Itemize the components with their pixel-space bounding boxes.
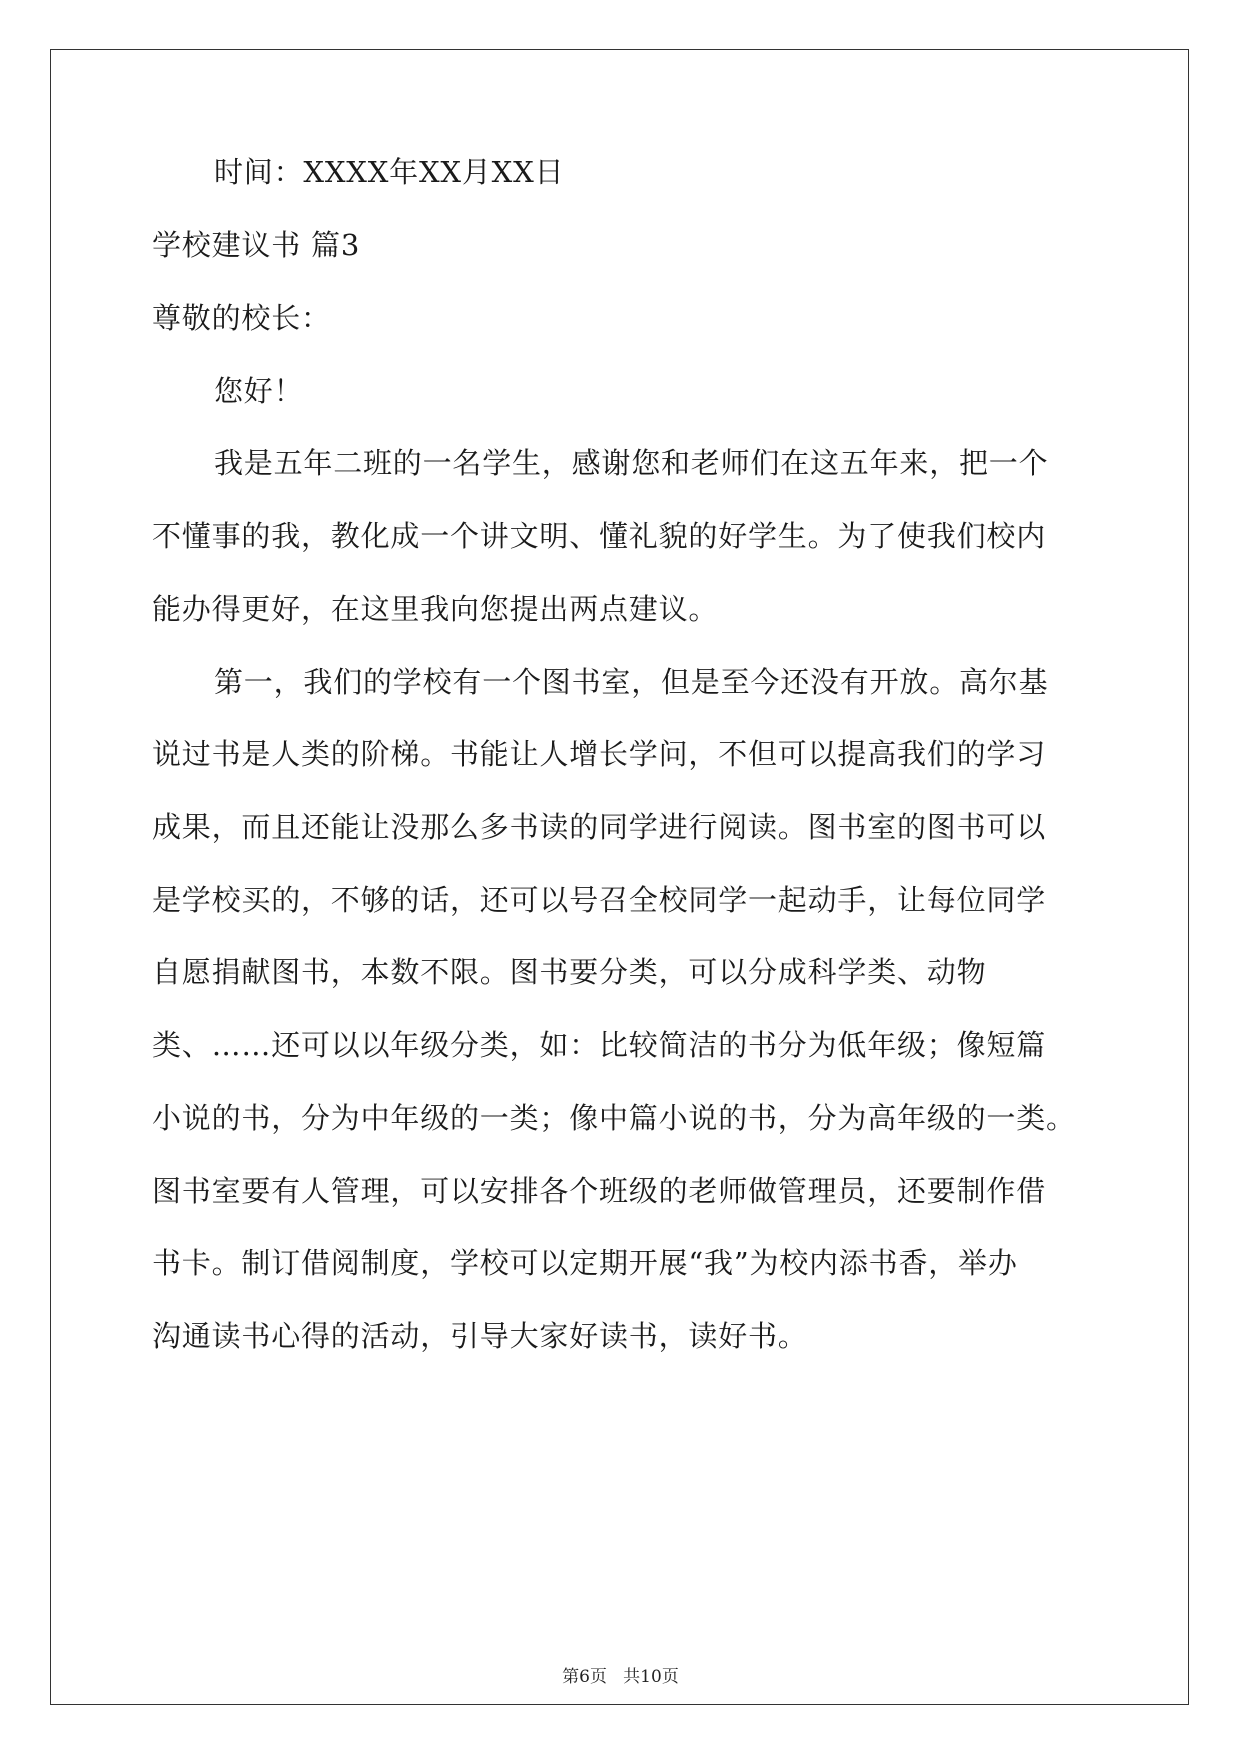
paragraph-1-line-1: 我是五年二班的一名学生，感谢您和老师们在这五年来，把一个 — [214, 446, 1049, 480]
paragraph-1-line-3: 能办得更好，在这里我向您提出两点建议。 — [152, 592, 719, 626]
salutation: 尊敬的校长： — [152, 301, 331, 335]
paragraph-2-line-1: 第一，我们的学校有一个图书室，但是至今还没有开放。高尔基 — [214, 665, 1049, 699]
paragraph-2-line-5: 自愿捐献图书，本数不限。图书要分类，可以分成科学类、动物 — [152, 955, 987, 989]
page-number-footer: 第6页 共10页 — [562, 1667, 679, 1687]
paragraph-2-line-4: 是学校买的，不够的话，还可以号召全校同学一起动手，让每位同学 — [152, 883, 1047, 917]
paragraph-1-line-2: 不懂事的我，教化成一个讲文明、懂礼貌的好学生。为了使我们校内 — [152, 519, 1047, 553]
paragraph-2-line-3: 成果，而且还能让没那么多书读的同学进行阅读。图书室的图书可以 — [152, 810, 1047, 844]
paragraph-2-line-2: 说过书是人类的阶梯。书能让人增长学问，不但可以提高我们的学习 — [152, 737, 1047, 771]
date-line: 时间：XXXX年XX月XX日 — [214, 155, 565, 189]
paragraph-2-line-8: 图书室要有人管理，可以安排各个班级的老师做管理员，还要制作借 — [152, 1174, 1047, 1208]
section-title: 学校建议书 篇3 — [152, 228, 361, 262]
greeting: 您好！ — [214, 374, 304, 408]
paragraph-2-line-10: 沟通读书心得的活动，引导大家好读书，读好书。 — [152, 1319, 808, 1353]
paragraph-2-line-6: 类、……还可以以年级分类，如：比较简洁的书分为低年级；像短篇 — [152, 1028, 1047, 1062]
paragraph-2-line-9: 书卡。制订借阅制度，学校可以定期开展“我”为校内添书香，举办 — [152, 1246, 1018, 1280]
paragraph-2-line-7: 小说的书，分为中年级的一类；像中篇小说的书，分为高年级的一类。 — [152, 1101, 1076, 1135]
